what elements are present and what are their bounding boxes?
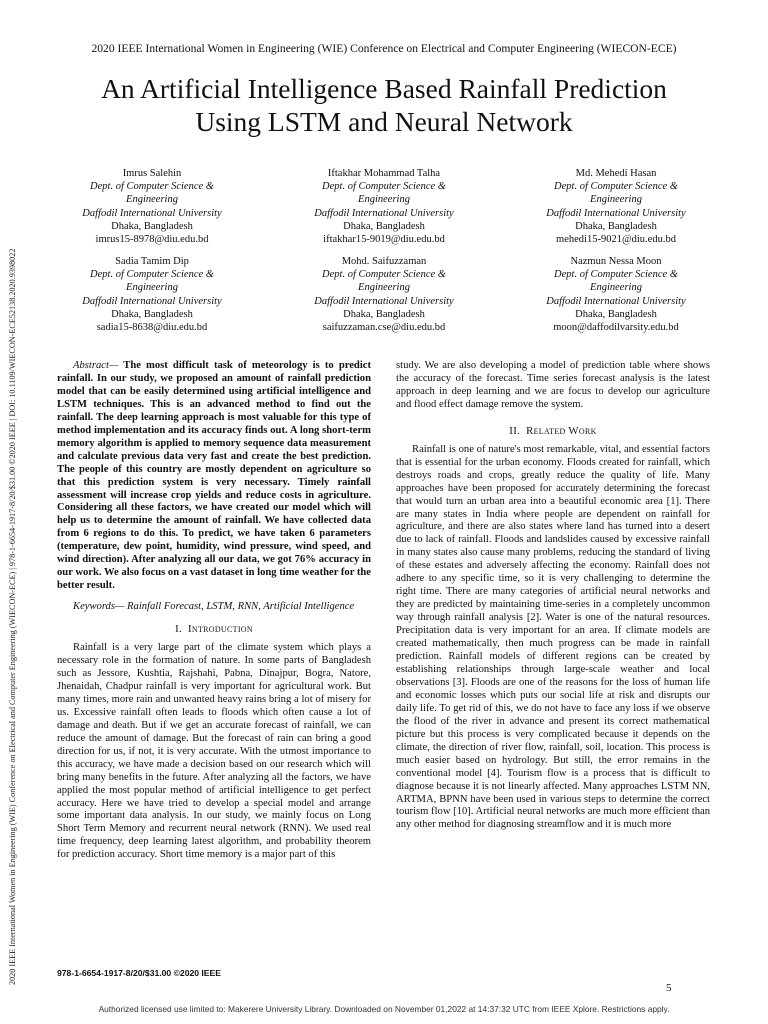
author-dept: Dept. of Computer Science & <box>554 269 678 281</box>
conference-header: 2020 IEEE International Women in Engineering (WIE) Conference on Electrical and Computer Engineering (WIECON-ECE) <box>91 42 677 55</box>
author-city: Dhaka, Bangladesh <box>343 308 425 320</box>
author-institution: Daffodil International University <box>314 295 454 307</box>
author-email: imrus15-8978@diu.edu.bd <box>95 234 209 246</box>
author-email: mehedi15-9021@diu.edu.bd <box>556 234 676 246</box>
author-dept: Dept. of Computer Science & <box>322 181 446 193</box>
author-email: moon@daffodilvarsity.edu.bd <box>553 322 679 334</box>
author-block-2 <box>264 167 504 246</box>
left-column <box>57 360 371 862</box>
author-name: Md. Mehedi Hasan <box>575 168 657 179</box>
author-institution: Daffodil International University <box>314 207 454 219</box>
author-dept-cont: Engineering <box>358 194 410 206</box>
author-block-3 <box>496 167 736 246</box>
introduction-continuation: study. We are also developing a model of prediction table where shows the accuracy of the forecast. Time series forecast analysis is the latest approach in deep learning and we are focus to develop our agriculture and flood effect damage remove the system. <box>396 360 710 410</box>
abstract-lead: Abstract— <box>73 360 119 371</box>
section-heading-introduction <box>57 623 371 636</box>
author-name: Mohd. Saifuzzaman <box>341 256 427 267</box>
author-block-4 <box>32 255 272 334</box>
author-name: Nazmun Nessa Moon <box>570 256 662 267</box>
keywords: Keywords— Rainfall Forecast, LSTM, RNN, Artificial Intelligence <box>73 601 355 613</box>
author-block-1 <box>32 167 272 246</box>
author-dept-cont: Engineering <box>126 282 178 294</box>
title-line-2: Using LSTM and Neural Network <box>195 106 573 137</box>
author-dept-cont: Engineering <box>590 194 642 206</box>
author-institution: Daffodil International University <box>82 207 222 219</box>
author-name: Imrus Salehin <box>122 168 182 179</box>
author-dept: Dept. of Computer Science & <box>90 269 214 281</box>
section-title: Related Work <box>526 424 597 437</box>
section-number: II. <box>509 424 521 437</box>
author-dept: Dept. of Computer Science & <box>90 181 214 193</box>
section-number: I. <box>175 623 182 636</box>
author-city: Dhaka, Bangladesh <box>575 220 657 232</box>
title-line-1: An Artificial Intelligence Based Rainfall Prediction <box>101 73 667 104</box>
author-city: Dhaka, Bangladesh <box>111 308 193 320</box>
introduction-paragraph: Rainfall is a very large part of the climate system which plays a necessary role in the formation of nature. In some parts of Bangladesh such as Jessore, Kushtia, Rajshahi, Pabna, Dinajpur, Bogra, Natore, Jhenaidah, Chadpur rainfall is very important for agricultural work. But many times, more rain and unwanted heavy rains bring a lot of misery for us. Excessive rainfall often leads to floods which often cause a lot of damage and death. But if we get an accurate forecast of rainfall, we can reduce the amount of damage. But the forecast of rain can bring a good direction for us, if not, it is very accurate. With the utmost importance to this accuracy, we have made a decision based on our research which will bring many benefits in the future. After analyzing all the factors, we have applied the most popular method of artificial intelligence to get perfect accuracy. Here we have tried to develop a special model and arrange some important data analysis. In our study, we mainly focus on Long Short Term Memory and recurrent neural network (RNN). We used real time frequency, deep learning latest algorithm, and probability theorem for prediction accuracy. Short time memory is a major part of this <box>57 642 371 861</box>
related-work-paragraph: Rainfall is one of nature's most remarkable, vital, and essential factors that is essential for the urban economy. Floods created for rainfall, which destroys roads and crops, greatly reduce the quality of life. Many approaches have been proposed for accurately determining the forecast that would turn an urban area into a beautiful economic area [1]. There are many states in India where people are dependent on rainfall for agriculture, and there are also states where land has turned into a desert due to lack of rainfall. Floods and landslides caused by excessive rainfall in many states also cause many problems, reducing the standard of living of these estates and adversely affecting the economy. Rainfall does not adhere to any specific time, so it is very challenging to determine the right time. There are many categories of artificial neural networks and they are predicted by maintaining time-series in a completely uncommon way through rainfall analysis [2]. Water is one of the natural resources. Precipitation data is very important for an area. If climate models are created mathematically, then much progress can be made in rainfall prediction. Rainfall models of different regions can be created by establishing relationships through large-scale weather and local observations [3]. Floods are one of the reasons for the loss of human life and economic losses which puts our social life at risk and disrupts our daily life. To get rid of this, we do not have to face any loss if we observe the flood of the river in advance and present its correct mathematical picture but this process is very complicated because it depends on the climate, the direction of river flow, rainfall, soil, location. This process is much easier based on hydrology. But still, the error remains in the conventional model [4]. Tourism flow is a process that is difficult to diagnose because it is not linearly affected. Many approaches LSTM NN, ARTMA, BPNN have been used in various steps to determine the correct tourism flow [10]. Artificial neural networks are much more efficient than any other method for diagnosing streamflow and it is much more <box>396 443 710 831</box>
abstract-text: The most difficult task of meteorology is to predict rainfall. In our study, we proposed an amount of rainfall prediction model that can be easily determined using artificial intelligence and LSTM techniques. This is an advanced method to find out the rainfall. The deep learning approach is most valuable for this type of method implementation and its accuracy finds out. A long short-term memory algorithm is applied to memory sequence data measurement and calculate previous data very fast and create the best prediction. The people of this country are mostly dependent on agriculture so that this prediction system is very necessary. Timely rainfall assessment will increase crop yields and reduce costs in agriculture. Considering all these factors, we have created our model which will help us to determine the amount of rainfall. We have collected data from 6 regions to do this. To predict, we have taken 6 parameters (temperature, dew point, humidity, wind pressure, wind speed, and wind direction). After analyzing all our data, we got 76% accuracy in our work. We also focus on a vast dataset in long time weather for the better result. <box>57 360 371 592</box>
author-dept: Dept. of Computer Science & <box>554 181 678 193</box>
author-dept: Dept. of Computer Science & <box>322 269 446 281</box>
author-dept-cont: Engineering <box>590 282 642 294</box>
doi-side-strip: 2020 IEEE International Women in Engineering (WIE) Conference on Electrical and Computer Engineering (WIECON-ECE) | 978-1-6654-1917-8/20/$31.00 ©2020 IEEE | DOI: 10.1109/WIECON-ECE52138.2020.9398022 <box>8 248 17 985</box>
author-dept-cont: Engineering <box>358 282 410 294</box>
author-institution: Daffodil International University <box>546 207 686 219</box>
author-institution: Daffodil International University <box>546 295 686 307</box>
author-dept-cont: Engineering <box>126 194 178 206</box>
copyright-notice: 978-1-6654-1917-8/20/$31.00 ©2020 IEEE <box>57 968 222 978</box>
author-email: sadia15-8638@diu.edu.bd <box>96 322 208 334</box>
license-footer: Authorized licensed use limited to: Makerere University Library. Downloaded on November 01,2022 at 14:37:32 UTC from IEEE Xplore. Restrictions apply. <box>98 1004 670 1014</box>
page-number: 5 <box>666 982 672 994</box>
section-title: Introduction <box>187 623 253 636</box>
author-city: Dhaka, Bangladesh <box>111 220 193 232</box>
author-city: Dhaka, Bangladesh <box>343 220 425 232</box>
author-city: Dhaka, Bangladesh <box>575 308 657 320</box>
author-block-6 <box>496 255 736 334</box>
author-block-5 <box>264 255 504 334</box>
author-email: saifuzzaman.cse@diu.edu.bd <box>322 322 446 334</box>
abstract <box>57 360 371 593</box>
section-heading-related-work <box>396 425 710 438</box>
author-name: Iftakhar Mohammad Talha <box>327 168 441 179</box>
paper-title <box>20 72 748 138</box>
right-column <box>396 360 710 832</box>
author-email: iftakhar15-9019@diu.edu.bd <box>323 234 445 246</box>
author-institution: Daffodil International University <box>82 295 222 307</box>
author-name: Sadia Tamim Dip <box>115 256 189 267</box>
